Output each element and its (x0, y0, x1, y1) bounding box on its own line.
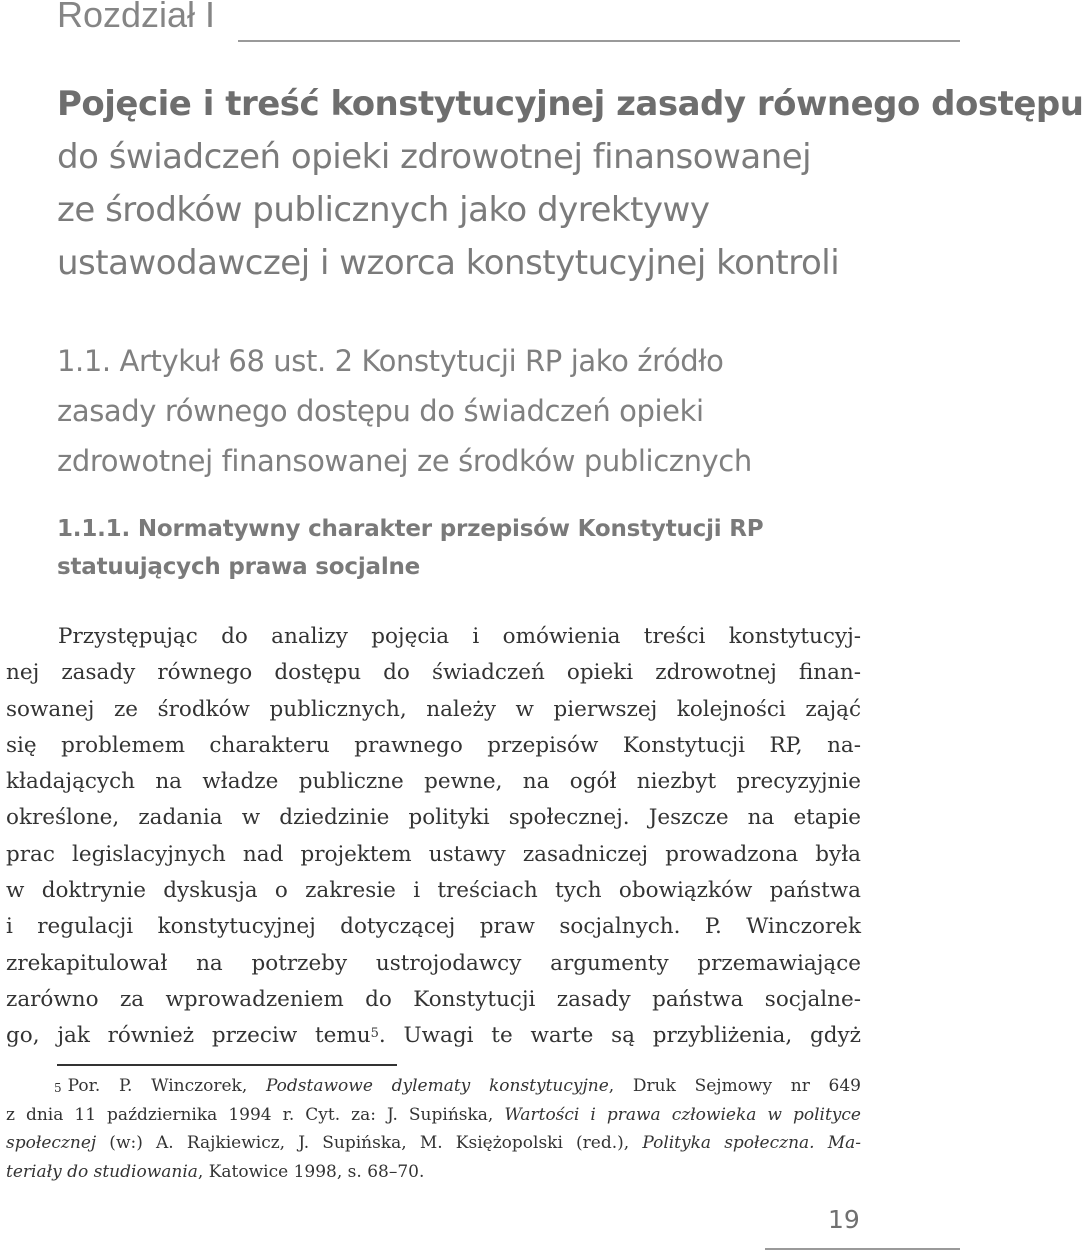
body-line: kładających na władze publiczne pewne, na ogół niezbyt precyzyjnie (6, 769, 861, 795)
body-line: Przystępując do analizy pojęcia i omówienia treści konstytucyj- (58, 624, 861, 649)
subsection-heading (57, 510, 937, 586)
footnote-line (6, 1129, 861, 1158)
body-line: prac legislacyjnych nad projektem ustawy zasadniczej prowadzona była (6, 841, 861, 867)
chapter-title (57, 78, 1083, 290)
body-line: się problemem charakteru prawnego przepisów Konstytucji RP, na- (6, 732, 861, 758)
subsection-line: 1.1.1. Normatywny charakter przepisów Konstytucji RP (57, 516, 764, 542)
title-line: Pojęcie i treść konstytucyjnej zasady równego dostępu (57, 84, 1083, 124)
footnote-text: z dnia 11 października 1994 r. Cyt. za: J. Supińska, (6, 1104, 505, 1125)
footnote-text: (w:) A. Rajkiewicz, J. Supińska, M. Księżopolski (red.), (96, 1133, 643, 1153)
body-line (6, 1018, 861, 1054)
title-line: do świadczeń opieki zdrowotnej finansowanej (57, 137, 812, 177)
body-line: zrekapitulował na potrzeby ustrojodawcy argumenty przemawiające (6, 950, 861, 976)
footnote-text: Por. P. Winczorek, (67, 1076, 266, 1096)
footnote-title-italic: Wartości i prawa człowieka w polityce (504, 1104, 861, 1125)
body-line: sowanej ze środków publicznych, należy w pierwszej kolejności zająć (6, 696, 861, 722)
footnote (6, 1072, 861, 1186)
footnote-line (6, 1158, 861, 1187)
body-line: i regulacji konstytucyjnej dotyczącej praw socjalnych. P. Winczorek (6, 914, 861, 940)
footnote-title-italic: Podstawowe dylematy konstytucyjne (265, 1076, 609, 1096)
footnote-title-italic: teriały do studiowania (6, 1161, 198, 1182)
footnote-line (6, 1072, 861, 1101)
section-line: 1.1. Artykuł 68 ust. 2 Konstytucji RP jako źródło (57, 344, 724, 378)
body-text: . Uwagi te warte są przybliżenia, gdyż (378, 1023, 861, 1049)
footnote-title-italic: Polityka społeczna. Ma- (642, 1133, 862, 1153)
footnote-reference[interactable]: 5 (370, 1026, 379, 1042)
chapter-heading: Rozdział I (57, 0, 216, 35)
body-line: określone, zadania w dziedzinie polityki społecznej. Jeszcze na etapie (6, 805, 861, 831)
footnote-line (6, 1101, 861, 1130)
body-line: zarówno za wprowadzeniem do Konstytucji zasady państwa socjalne- (6, 986, 861, 1012)
body-paragraph (6, 619, 861, 1055)
title-line: ustawodawczej i wzorca konstytucyjnej kontroli (57, 243, 840, 283)
body-text: go, jak również przeciw temu (6, 1023, 371, 1049)
body-line: nej zasady równego dostępu do świadczeń opieki zdrowotnej finan- (6, 660, 861, 686)
page-number: 19 (828, 1205, 860, 1234)
footnote-text: , Katowice 1998, s. 68–70. (197, 1161, 425, 1182)
chapter-rule (238, 40, 960, 42)
footnote-separator (57, 1064, 397, 1066)
footnote-number: 5 (54, 1081, 62, 1095)
title-line: ze środków publicznych jako dyrektywy (57, 190, 710, 230)
section-line: zdrowotnej finansowanej ze środków publicznych (57, 444, 752, 478)
section-heading (57, 336, 937, 486)
subsection-line: statuujących prawa socjalne (57, 554, 421, 580)
footnote-text: , Druk Sejmowy nr 649 (608, 1076, 861, 1096)
section-line: zasady równego dostępu do świadczeń opieki (57, 394, 704, 428)
footnote-title-italic: społecznej (6, 1133, 97, 1153)
body-line: w doktrynie dyskusja o zakresie i treściach tych obowiązków państwa (6, 878, 861, 904)
